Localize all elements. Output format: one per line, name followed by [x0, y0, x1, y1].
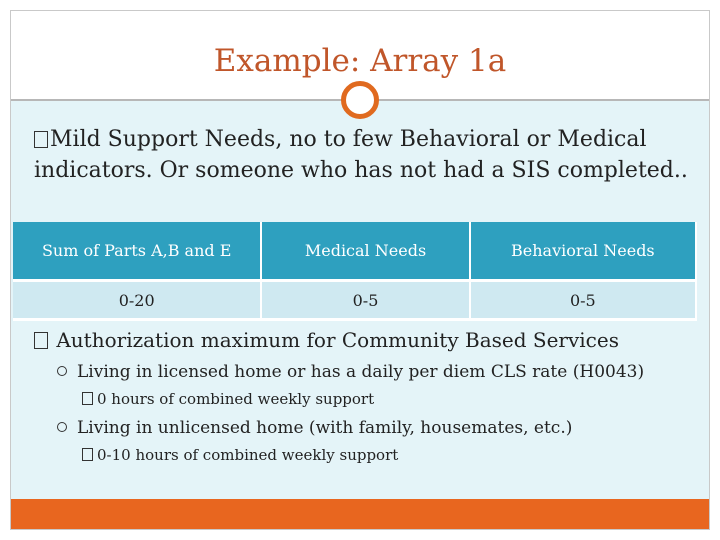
table-cell: 0-20: [13, 281, 261, 320]
sub-bullet-unlicensed-home: [57, 416, 572, 440]
bullet-text: Mild Support Needs, no to few Behavioral or Medical indicators. Or someone who has not had a SIS completed..: [34, 127, 688, 183]
table-header-cell: Medical Needs: [261, 222, 469, 281]
bottom-accent-bar: [11, 499, 709, 529]
table-header-row: [13, 222, 696, 281]
circle-ornament-icon: [341, 81, 379, 119]
table-row: [13, 281, 696, 320]
bullet-authorization: [34, 326, 694, 354]
subsub-bullet-text: 0-10 hours of combined weekly support: [97, 446, 399, 464]
table-header-cell: Behavioral Needs: [470, 222, 696, 281]
box-bullet-icon: [34, 332, 48, 349]
box-bullet-icon: [82, 392, 93, 405]
sub-bullet-text: Living in licensed home or has a daily per diem CLS rate (H0043): [77, 362, 645, 382]
circle-bullet-icon: [57, 366, 67, 376]
box-bullet-icon: [34, 131, 48, 148]
bullet-text: Authorization maximum for Community Based Services: [56, 328, 619, 352]
sub-bullet-text: Living in unlicensed home (with family, housemates, etc.): [77, 418, 573, 438]
circle-bullet-icon: [57, 422, 67, 432]
bullet-mild-support: [34, 124, 694, 186]
needs-table: [13, 222, 697, 321]
table-cell: 0-5: [470, 281, 696, 320]
table-header-cell: Sum of Parts A,B and E: [13, 222, 261, 281]
subsub-bullet-text: 0 hours of combined weekly support: [97, 390, 375, 408]
table-cell: 0-5: [261, 281, 469, 320]
sub-bullet-licensed-home: [57, 360, 644, 384]
subsub-bullet-licensed: [82, 388, 374, 410]
slide-title: Example: Array 1a: [213, 43, 507, 79]
box-bullet-icon: [82, 448, 93, 461]
subsub-bullet-unlicensed: [82, 444, 398, 466]
